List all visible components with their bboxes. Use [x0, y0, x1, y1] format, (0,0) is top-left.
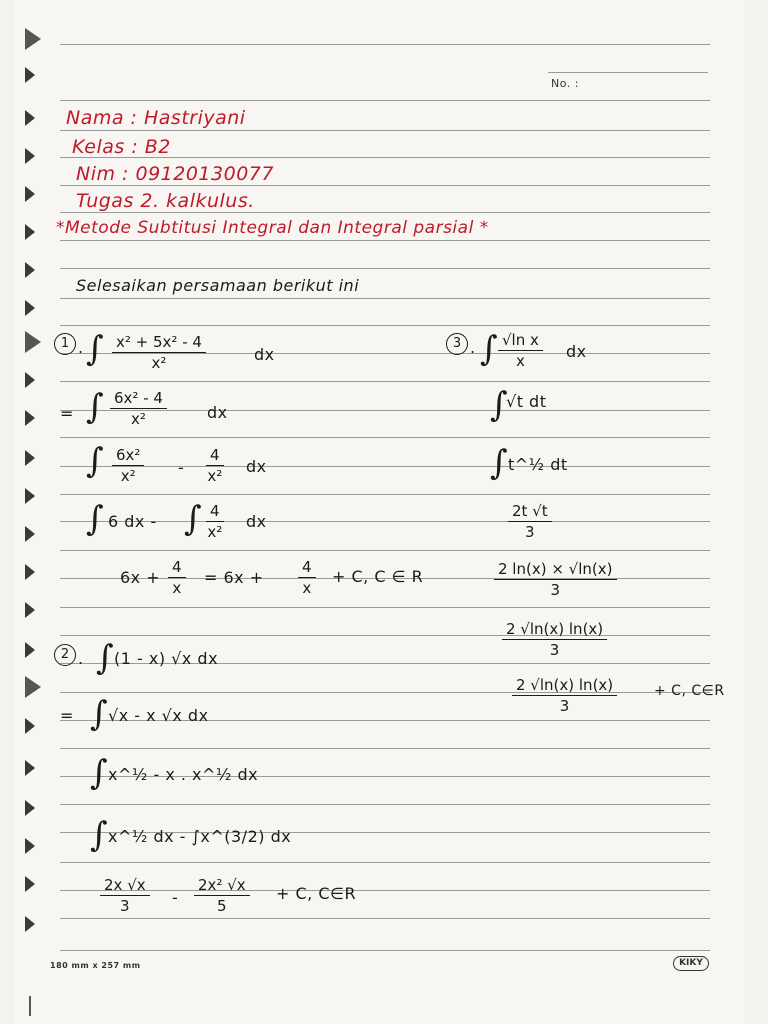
instruction: Selesaikan persamaan berikut ini: [76, 276, 360, 295]
integral-sign: ∫: [86, 329, 104, 369]
assignment-title: Tugas 2. kalkulus.: [76, 190, 255, 212]
fraction: $\frac{4}{\text{x²}}$: [207, 502, 223, 541]
paper-size-label: 180 mm x 257 mm: [50, 961, 141, 970]
problem-number: 2: [54, 644, 76, 666]
no-label: No. :: [551, 77, 579, 90]
problem-number: 3: [446, 333, 468, 355]
fraction: $\frac{\text{6x² - 4}}{\text{x²}}$: [110, 389, 167, 428]
fraction: $\frac{\text{√ln x}}{x}$: [498, 331, 543, 370]
fraction: $\frac{2 √\ln(x) \ln(x)}{3}$: [512, 676, 617, 715]
fraction: $\frac{2 √\ln(x) \ln(x)}{3}$: [502, 620, 607, 659]
fraction: $\frac{2x √x}{3}$: [100, 876, 150, 915]
fraction: $\frac{\text{x² + 5x² - 4}}{\text{x²}}$: [112, 333, 206, 372]
fraction: $\frac{\text{6x²}}{\text{x²}}$: [112, 446, 144, 485]
fraction: $\frac{4}{x}$: [298, 558, 316, 597]
topic-title: *Metode Subtitusi Integral dan Integral parsial *: [56, 218, 489, 238]
fraction: $\frac{4}{x}$: [168, 558, 186, 597]
brand-logo: KIKY: [673, 956, 709, 971]
fraction: $\frac{\text{2x² √x}}{5}$: [194, 876, 250, 915]
fraction: $\frac{2t √t}{3}$: [508, 502, 552, 541]
student-nim: Nim : 09120130077: [76, 163, 274, 185]
fraction: $\frac{2 \ln(x) \times √\ln(x)}{3}$: [494, 560, 617, 599]
fraction: $\frac{4}{\text{x²}}$: [207, 446, 223, 485]
student-name: Nama : Hastriyani: [66, 107, 246, 129]
student-class: Kelas : B2: [72, 136, 171, 158]
problem-number: 1: [54, 333, 76, 355]
